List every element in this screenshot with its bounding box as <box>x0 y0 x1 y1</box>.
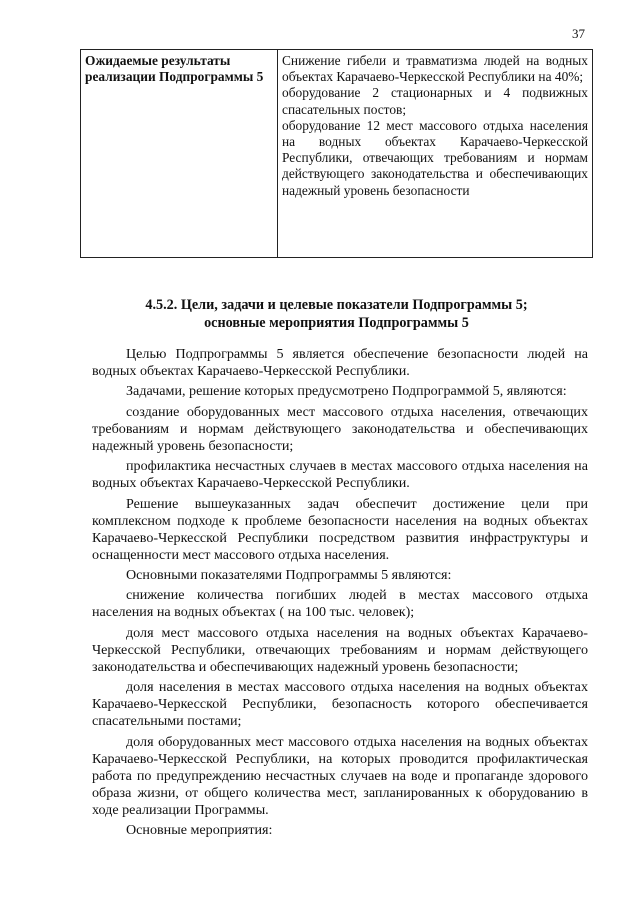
paragraph: создание оборудованных мест массового отдыха населения, отвечающих требованиям и нормам действующего законодательства и обеспечивающих надежный уровень безопасности; <box>92 403 588 454</box>
result-item: оборудование 2 стационарных и 4 подвижных спасательных постов; <box>282 85 588 117</box>
table-value-cell <box>278 50 593 258</box>
section-heading-line: основные мероприятия Подпрограммы 5 <box>204 315 469 331</box>
paragraph: Основными показателями Подпрограммы 5 являются: <box>126 567 452 584</box>
body-text <box>92 346 588 843</box>
paragraph: Решение вышеуказанных задач обеспечит достижение цели при комплексном подходе к проблеме безопасности населения на водных объектах Карачаево-Черкесской Республики посредством развития инфраструктуры и оснащенности мест массового отдыха населения. <box>92 495 588 563</box>
paragraph: доля оборудованных мест массового отдыха населения на водных объектах Карачаево-Черкесской Республики, на которых проводится профилактическая работа по предупреждению несчастных случаев на воде и пропаганде здорового образа жизни, от общего количества мест, запланированных к оборудованию в ходе реализации Программы. <box>92 733 588 819</box>
page-number: 37 <box>572 26 585 41</box>
paragraph: Целью Подпрограммы 5 является обеспечение безопасности людей на водных объектах Карачаево-Черкесской Республики. <box>92 346 588 380</box>
paragraph: Основные мероприятия: <box>126 822 273 839</box>
section-heading <box>80 296 593 332</box>
section-heading-line: 4.5.2. Цели, задачи и целевые показатели Подпрограммы 5; <box>145 297 528 313</box>
paragraph: доля населения в местах массового отдыха населения на водных объектах Карачаево-Черкесской Республики, безопасность которого обеспечивается спасательными постами; <box>92 679 588 730</box>
result-item: оборудование 12 мест массового отдыха населения на водных объектах Карачаево-Черкесской Республики, отвечающих требованиям и нормам действующего законодательства и обеспечивающих надежный уровень безопасности <box>282 117 588 198</box>
result-item: Снижение гибели и травматизма людей на водных объектах Карачаево-Черкесской Республики на 40%; <box>282 53 588 85</box>
expected-results-table <box>80 49 593 258</box>
paragraph: профилактика несчастных случаев в местах массового отдыха населения на водных объектах Карачаево-Черкесской Республики. <box>92 458 588 492</box>
paragraph: доля мест массового отдыха населения на водных объектах Карачаево-Черкесской Республики, отвечающих требованиям и нормам действующего законодательства и обеспечивающих надежный уровень безопасности; <box>92 624 588 675</box>
table-label-cell: Ожидаемые результаты реализации Подпрограммы 5 <box>81 50 278 258</box>
paragraph: снижение количества погибших людей в местах массового отдыха населения на водных объектах ( на 100 тыс. человек); <box>92 587 588 621</box>
table-row <box>81 50 593 258</box>
paragraph: Задачами, решение которых предусмотрено Подпрограммой 5, являются: <box>126 383 567 400</box>
